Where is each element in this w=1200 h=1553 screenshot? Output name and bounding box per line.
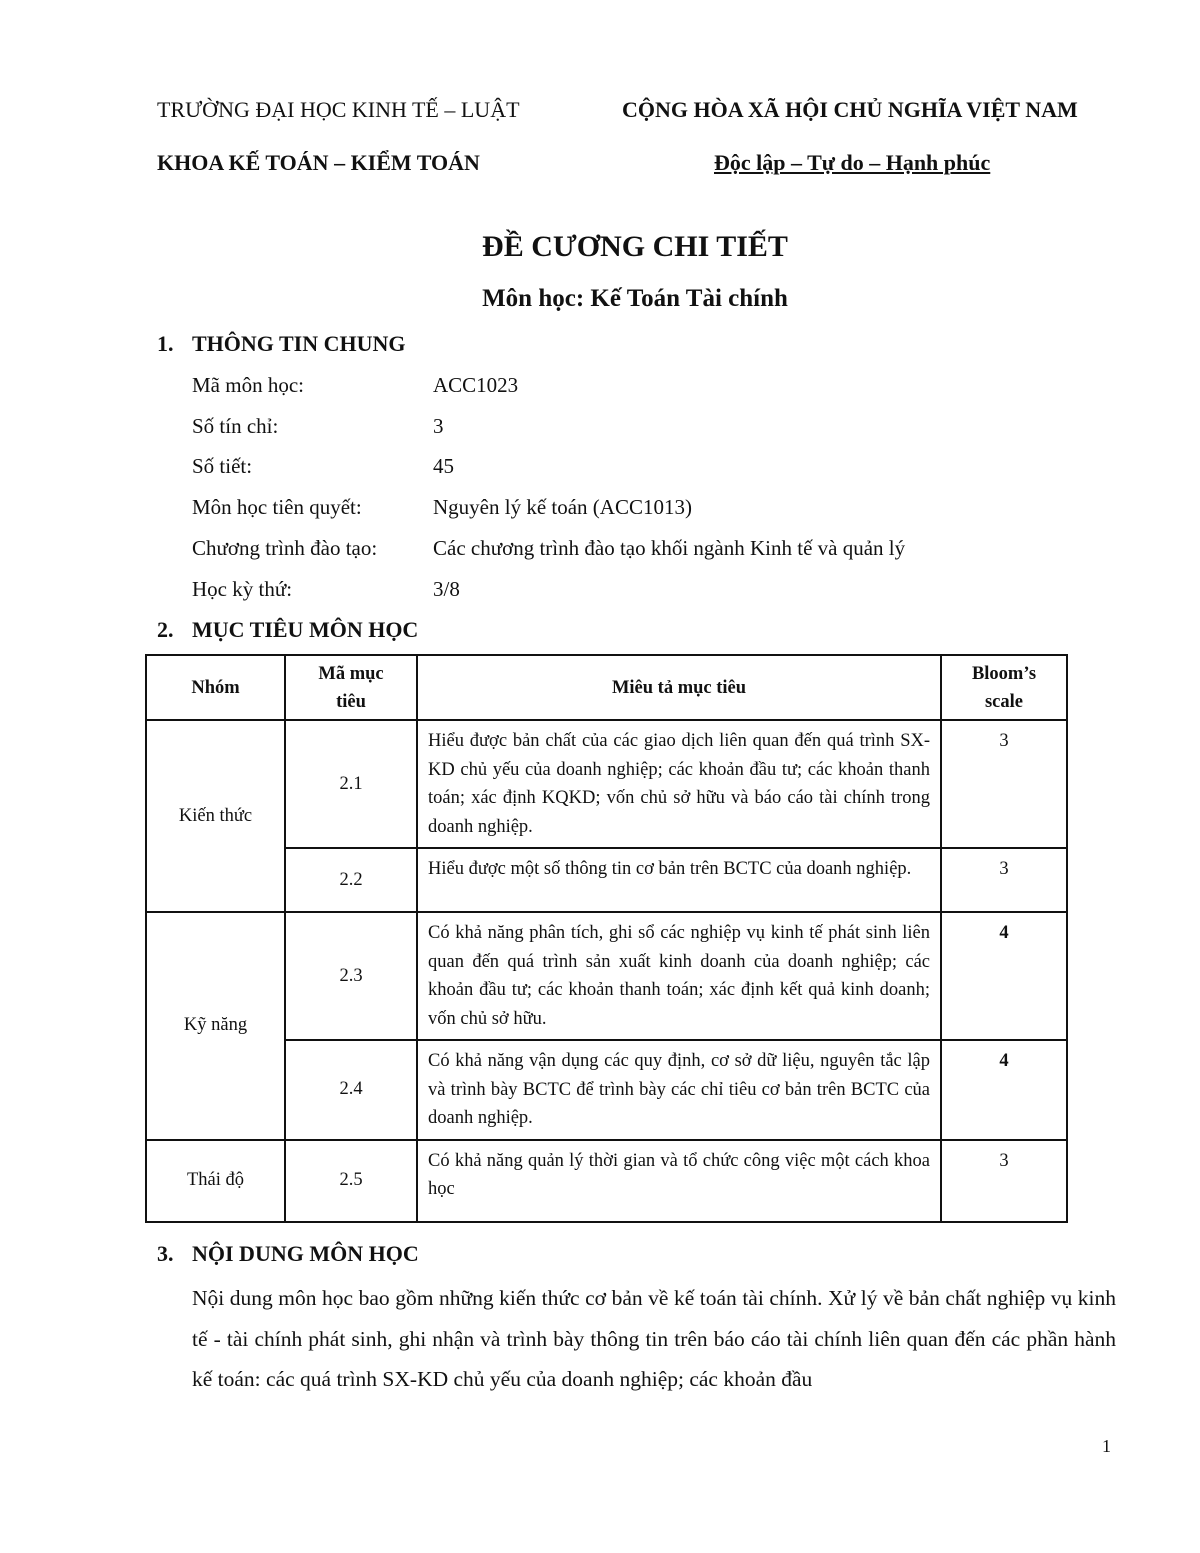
desc-cell: Hiểu được bản chất của các giao dịch liên quan đến quá trình SX-KD chủ yếu của doanh nghiệp; các khoản đầu tư; các khoản thanh toán; xác định KQKD; vốn chủ sở hữu và báo cáo tài chính trong doanh nghiệp.	[417, 720, 941, 848]
section-1-number: 1.	[157, 331, 174, 356]
code-cell: 2.5	[285, 1140, 417, 1222]
section-2-number: 2.	[157, 617, 174, 642]
table-row	[146, 912, 1067, 1040]
bloom-cell: 3	[941, 720, 1067, 848]
national-title: CỘNG HÒA XÃ HỘI CHỦ NGHĨA VIỆT NAM	[622, 97, 1078, 122]
table-row	[146, 1140, 1067, 1222]
national-motto: Độc lập – Tự do – Hạnh phúc	[714, 150, 991, 175]
desc-cell: Có khả năng vận dụng các quy định, cơ sở dữ liệu, nguyên tắc lập và trình bày BCTC để trình bày các chỉ tiêu cơ bản trên BCTC của doanh nghiệp.	[417, 1040, 941, 1140]
table-header-row	[146, 655, 1067, 720]
section-3-heading	[157, 1241, 419, 1267]
header-bloom-line2: scale	[984, 691, 1023, 712]
header-group: Nhóm	[146, 655, 285, 720]
section-1-heading	[157, 331, 406, 357]
section-1-title: THÔNG TIN CHUNG	[192, 331, 406, 356]
bloom-cell: 3	[941, 1140, 1067, 1222]
bloom-cell: 3	[941, 848, 1067, 912]
group-cell: Kỹ năng	[146, 912, 285, 1140]
section-3-title: NỘI DUNG MÔN HỌC	[192, 1241, 419, 1266]
info-label: Số tín chỉ:	[192, 414, 279, 438]
code-cell: 2.2	[285, 848, 417, 912]
faculty-name: KHOA KẾ TOÁN – KIỂM TOÁN	[157, 150, 480, 175]
bloom-cell: 4	[941, 1040, 1067, 1140]
info-label: Mã môn học:	[192, 373, 304, 397]
info-value: Các chương trình đào tạo khối ngành Kinh tế và quản lý	[433, 536, 906, 560]
header-code-line2: tiêu	[336, 691, 366, 712]
course-subtitle: Môn học: Kế Toán Tài chính	[482, 285, 788, 312]
info-label: Môn học tiên quyết:	[192, 495, 362, 519]
objectives-table	[145, 654, 1068, 1223]
header-code-line1: Mã mục	[318, 663, 384, 684]
group-cell: Kiến thức	[146, 720, 285, 912]
section-3-number: 3.	[157, 1241, 174, 1266]
desc-cell: Có khả năng quản lý thời gian và tổ chức công việc một cách khoa học	[417, 1140, 941, 1222]
group-cell: Thái độ	[146, 1140, 285, 1222]
info-value: 45	[433, 454, 454, 478]
code-cell: 2.1	[285, 720, 417, 848]
header-desc: Miêu tả mục tiêu	[417, 655, 941, 720]
info-label: Học kỳ thứ:	[192, 577, 293, 601]
university-name: TRƯỜNG ĐẠI HỌC KINH TẾ – LUẬT	[157, 97, 520, 122]
document-title: ĐỀ CƯƠNG CHI TIẾT	[482, 230, 788, 263]
info-label: Số tiết:	[192, 454, 253, 478]
desc-cell: Hiểu được một số thông tin cơ bản trên BCTC của doanh nghiệp.	[417, 848, 941, 912]
page-number: 1	[1102, 1436, 1111, 1456]
info-value: ACC1023	[433, 373, 519, 397]
content-paragraph: Nội dung môn học bao gồm những kiến thức cơ bản về kế toán tài chính. Xử lý về bản chất nghiệp vụ kinh tế - tài chính phát sinh, ghi nhận và trình bày thông tin trên báo cáo tài chính liên quan đến các phần hành kế toán: các quá trình SX-KD chủ yếu của doanh nghiệp; các khoản đầu	[192, 1286, 1116, 1391]
table-row	[146, 720, 1067, 848]
code-cell: 2.4	[285, 1040, 417, 1140]
header-code	[285, 655, 417, 720]
section-2-heading	[157, 617, 418, 643]
table-row	[146, 848, 1067, 912]
header-bloom-line1: Bloom’s	[971, 663, 1037, 684]
info-value: 3	[433, 414, 444, 438]
info-label: Chương trình đào tạo:	[192, 536, 378, 560]
header-bloom	[941, 655, 1067, 720]
table-row	[146, 1040, 1067, 1140]
info-value: 3/8	[433, 577, 460, 601]
code-cell: 2.3	[285, 912, 417, 1040]
desc-cell: Có khả năng phân tích, ghi sổ các nghiệp vụ kinh tế phát sinh liên quan đến quá trình sản xuất kinh doanh của doanh nghiệp; các khoản đầu tư; các khoản thanh toán; xác định kết quả kinh doanh; vốn chủ sở hữu.	[417, 912, 941, 1040]
info-value: Nguyên lý kế toán (ACC1013)	[433, 495, 692, 519]
bloom-cell: 4	[941, 912, 1067, 1040]
section-2-title: MỤC TIÊU MÔN HỌC	[192, 617, 419, 642]
